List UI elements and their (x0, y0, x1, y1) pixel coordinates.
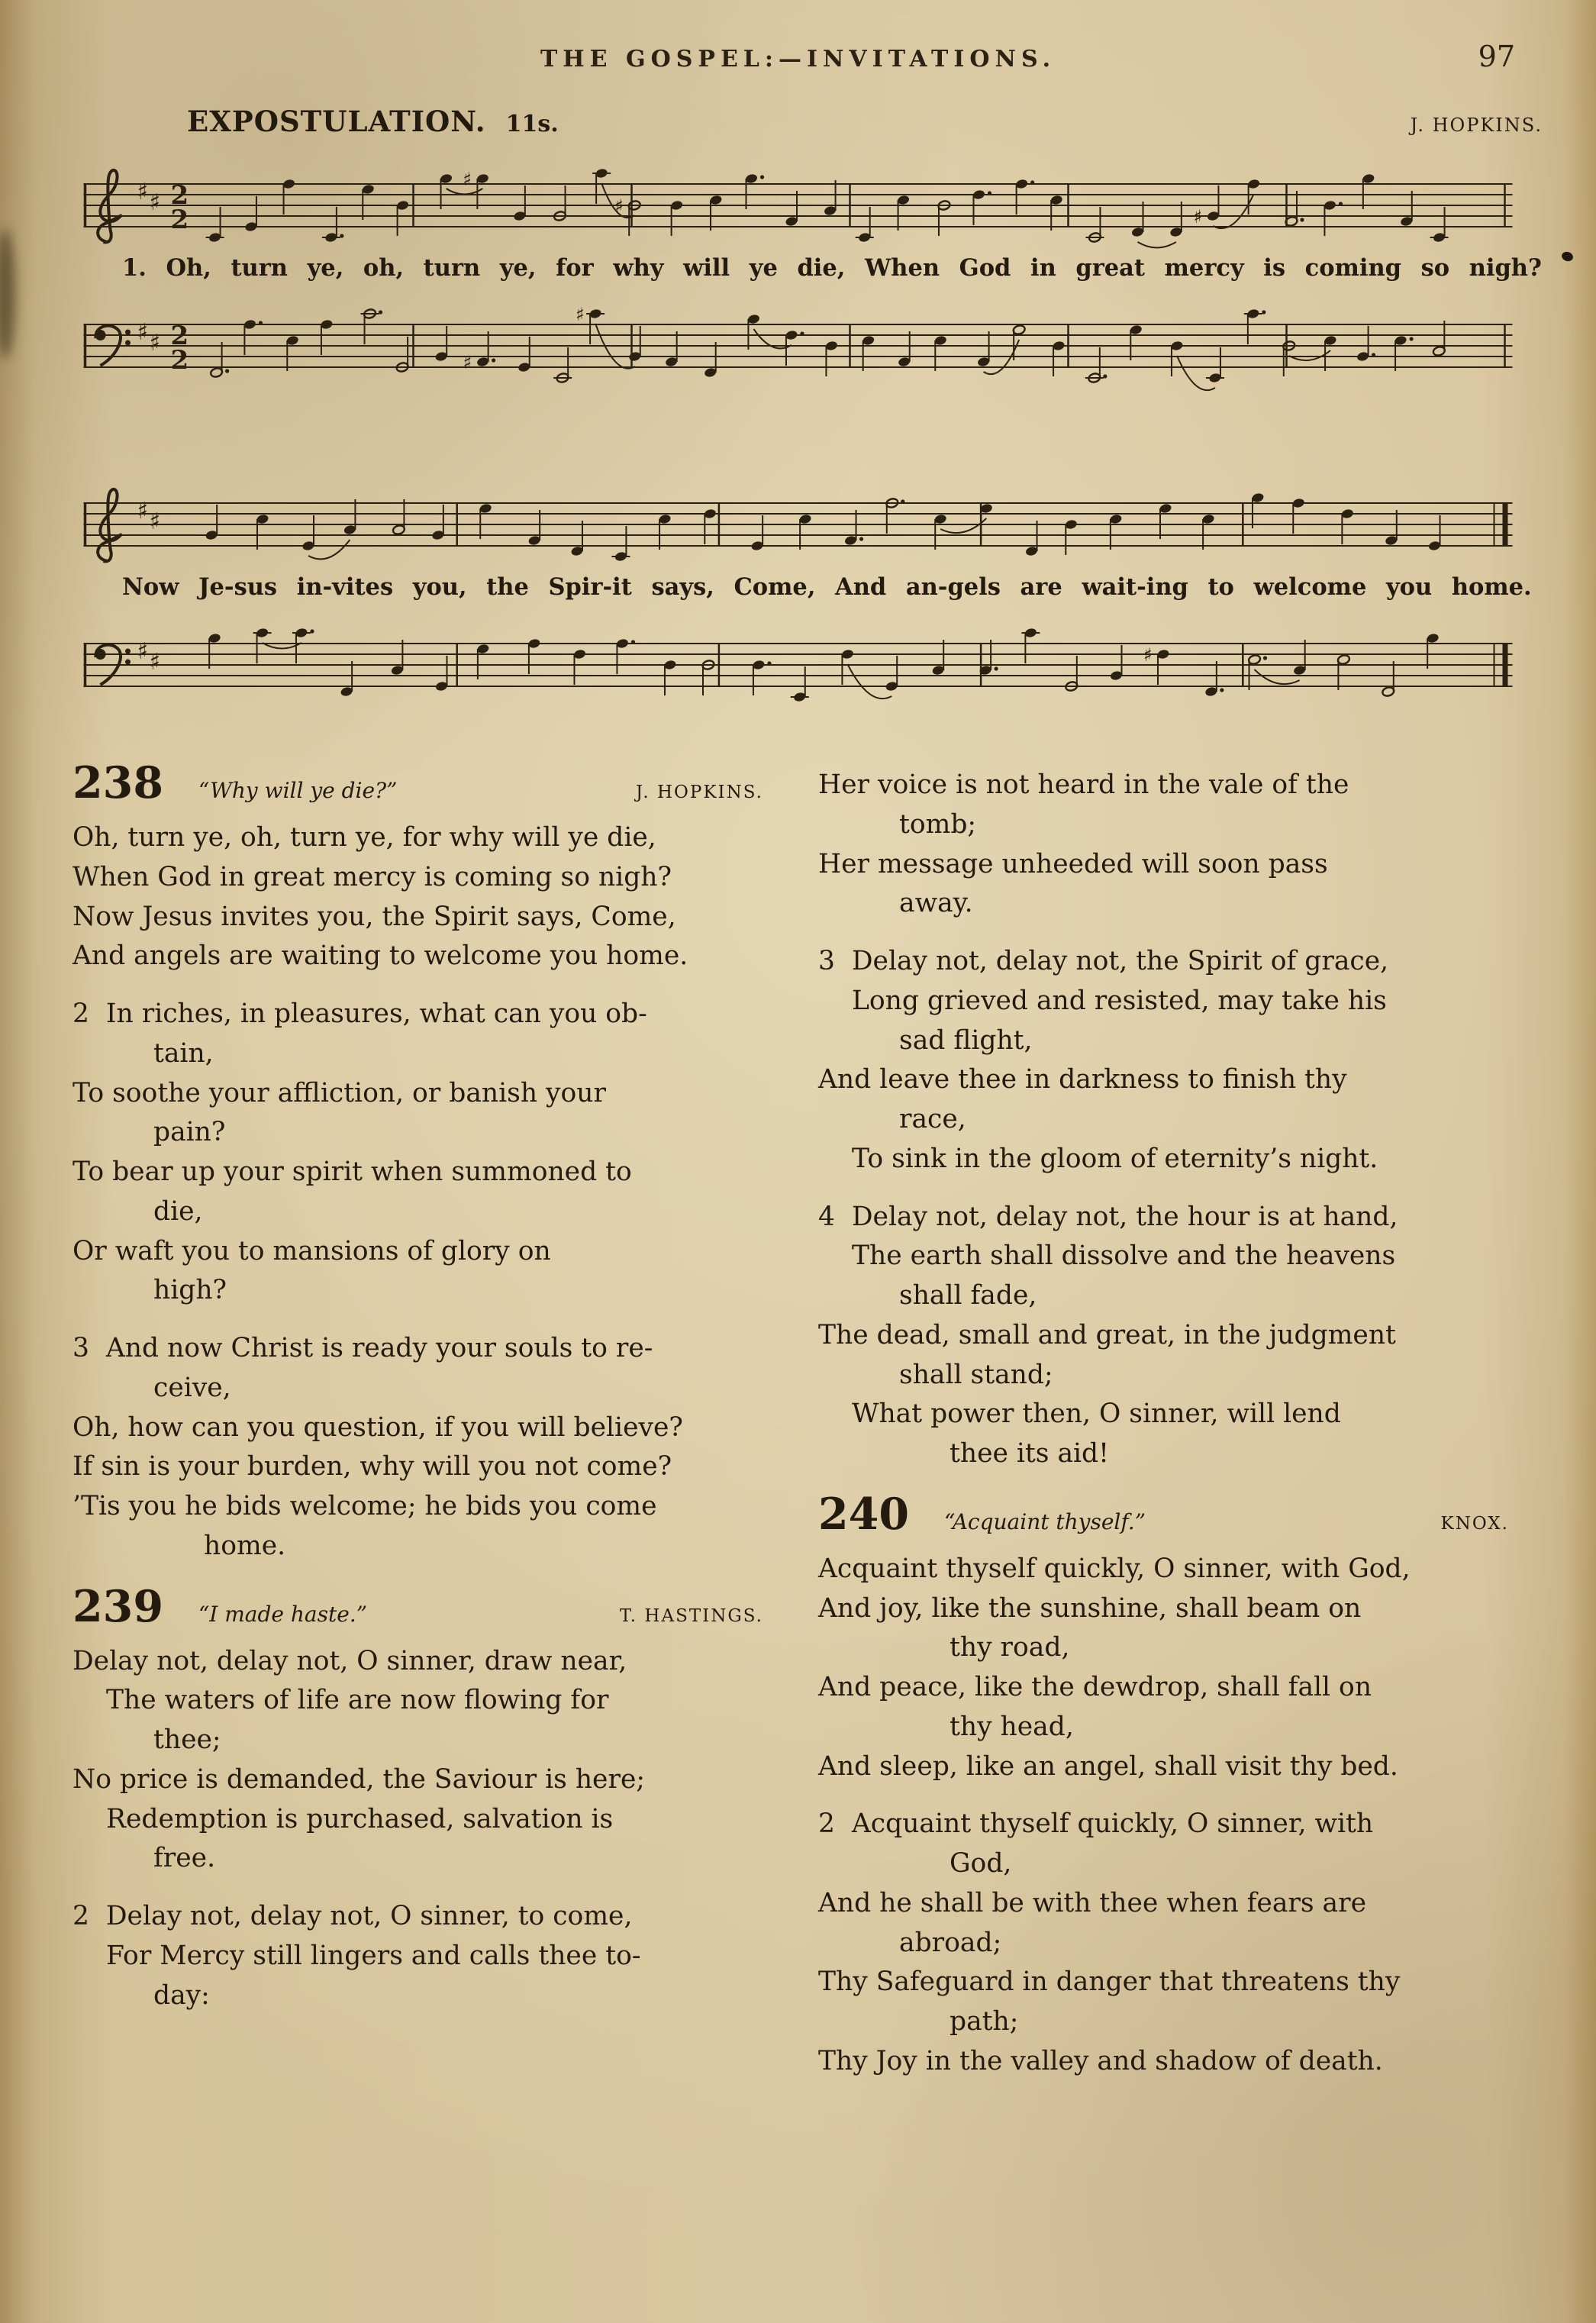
verse-line: And joy, like the sunshine, shall beam on (818, 1592, 1362, 1624)
verse-line: shall stand; (899, 1359, 1053, 1390)
bass-staff-2 (80, 601, 1516, 731)
verse-line: The dead, small and great, in the judgment (818, 1319, 1396, 1350)
hymn-header (73, 1580, 783, 1632)
hymn-text-columns (73, 757, 1529, 2100)
verse-line: God, (950, 1848, 1012, 1879)
verse-line: thy head, (950, 1711, 1074, 1742)
svg-text:2: 2 (170, 321, 189, 351)
hymn-title: “I made haste.” (198, 1601, 368, 1627)
svg-text:♯: ♯ (137, 638, 149, 665)
verse-line: 2 In riches, in pleasures, what can you ob- (73, 999, 647, 1029)
svg-text:2: 2 (170, 205, 189, 235)
verse-line: 3 And now Christ is ready your souls to re- (73, 1333, 653, 1363)
verse-line: For Mercy still lingers and calls thee to- (106, 1940, 641, 1971)
verse-line: If sin is your burden, why will you not come? (73, 1451, 672, 1483)
verse-line: Her voice is not heard in the vale of the (818, 769, 1349, 800)
hymn-verse (818, 1198, 1529, 1474)
hymn-number: 239 (73, 1580, 163, 1632)
hymn-verse (73, 1329, 783, 1566)
verse-line: path; (950, 2006, 1019, 2037)
verse-line: Now Jesus invites you, the Spirit says, Come, (73, 901, 676, 932)
verse-line: Delay not, delay not, O sinner, draw near, (73, 1645, 627, 1676)
verse-line: No price is demanded, the Saviour is here; (73, 1763, 645, 1795)
verse-line: And sleep, like an angel, shall visit thy bed. (818, 1750, 1398, 1782)
tune-title: EXPOSTULATION. (187, 105, 486, 138)
verse-line: shall fade, (899, 1280, 1037, 1311)
hymn-verse (818, 942, 1529, 1179)
ink-blemish (1561, 250, 1575, 263)
verse-line: 2 Acquaint thyself quickly, O sinner, with (818, 1808, 1374, 1840)
hymn-verse (73, 1897, 783, 2015)
svg-text:♯: ♯ (1143, 644, 1153, 666)
verse-line: thee its aid! (950, 1438, 1110, 1469)
hymn-verse (818, 1550, 1529, 1787)
scan-smudge (0, 229, 15, 359)
verse-line: free. (153, 1843, 216, 1874)
svg-text:♯: ♯ (463, 352, 472, 373)
verse-line: Her message unheeded will soon pass (818, 848, 1328, 879)
svg-text:♯: ♯ (576, 304, 585, 325)
hymn-header (73, 757, 783, 808)
verse-line: 3 Delay not, delay not, the Spirit of grace, (818, 946, 1389, 976)
hymn-column-right (818, 757, 1529, 2100)
verse-line: day: (153, 1979, 210, 2011)
verse-line: thee; (153, 1725, 221, 1755)
tune-meter: 11s. (505, 111, 559, 137)
svg-text:♯: ♯ (149, 330, 161, 357)
verse-line: sad flight, (899, 1024, 1033, 1056)
svg-text:♯: ♯ (149, 189, 161, 216)
treble-staff-2 (80, 460, 1516, 590)
hymn-verse (73, 995, 783, 1311)
svg-text:♯: ♯ (463, 169, 472, 190)
verse-line: And angels are waiting to welcome you home. (73, 940, 688, 972)
verse-line: What power then, O sinner, will lend (852, 1399, 1341, 1430)
verse-line: Redemption is purchased, salvation is (106, 1803, 614, 1834)
lyric-line-2: Now Je-sus in-vites you, the Spir-it says, Come, And an-gels are wait-ing to welcome you home. (122, 573, 1532, 601)
hymn-verse (73, 1642, 783, 1879)
hymn-column-left (73, 757, 783, 2100)
verse-line: Thy Safeguard in danger that threatens thy (818, 1966, 1401, 1998)
verse-line: 4 Delay not, delay not, the hour is at hand, (818, 1201, 1398, 1232)
verse-line: ’Tis you he bids welcome; he bids you come (73, 1491, 657, 1521)
verse-line: Or waft you to mansions of glory on (73, 1235, 551, 1266)
page-number: 97 (1478, 40, 1515, 73)
verse-line: abroad; (899, 1927, 1002, 1958)
verse-line: Acquaint thyself quickly, O sinner, with God, (818, 1553, 1411, 1584)
system-gap (80, 411, 1516, 460)
page-header (92, 0, 1515, 73)
verse-line: ceive, (153, 1372, 231, 1403)
verse-line: And he shall be with thee when fears are (818, 1887, 1367, 1918)
svg-text:2: 2 (170, 345, 189, 376)
running-head: THE GOSPEL:—INVITATIONS. (540, 46, 1056, 73)
hymn-verse (818, 1805, 1529, 2081)
verse-line: home. (204, 1530, 286, 1561)
hymn-attribution: KNOX. (1440, 1513, 1509, 1534)
verse-line: And peace, like the dewdrop, shall fall on (818, 1672, 1372, 1702)
svg-text:♯: ♯ (1193, 206, 1203, 227)
hymn-header (818, 1488, 1529, 1540)
treble-staff-1 (80, 141, 1516, 271)
verse-line: To bear up your spirit when summoned to (73, 1157, 632, 1187)
svg-text:♯: ♯ (137, 179, 149, 205)
svg-text:♯: ♯ (149, 649, 161, 676)
hymn-verse (73, 818, 783, 976)
hymn-verse (818, 766, 1529, 924)
verse-line: 2 Delay not, delay not, O sinner, to come, (73, 1901, 633, 1931)
svg-text:♯: ♯ (137, 319, 149, 346)
verse-line: And leave thee in darkness to finish thy (818, 1064, 1347, 1095)
verse-line: Long grieved and resisted, may take his (852, 985, 1387, 1016)
verse-line: Oh, how can you question, if you will believe? (73, 1412, 683, 1443)
verse-line: To sink in the gloom of eternity’s night. (852, 1143, 1378, 1174)
music-system-2 (80, 460, 1532, 731)
verse-line: tomb; (899, 808, 977, 840)
music-score (80, 141, 1542, 731)
verse-line: thy road, (950, 1632, 1070, 1663)
svg-text:♯: ♯ (137, 498, 149, 524)
composer-credit: J. HOPKINS. (1410, 115, 1543, 136)
verse-line: pain? (153, 1117, 226, 1148)
hymn-title: “Acquaint thyself.” (943, 1508, 1146, 1534)
verse-line: away. (899, 888, 973, 919)
verse-line: Oh, turn ye, oh, turn ye, for why will ye die, (73, 822, 656, 853)
verse-line: Thy Joy in the valley and shadow of death. (818, 2045, 1383, 2076)
bass-staff-1 (80, 282, 1516, 411)
music-title-row (187, 105, 1543, 138)
svg-text:♯: ♯ (614, 195, 624, 217)
lyric-line-1: 1. Oh, turn ye, oh, turn ye, for why will ye die, When God in great mercy is coming so nigh? (122, 254, 1542, 282)
verse-line: high? (153, 1275, 227, 1306)
verse-line: The earth shall dissolve and the heavens (852, 1241, 1396, 1272)
verse-line: die, (153, 1195, 203, 1227)
hymn-number: 240 (818, 1488, 909, 1540)
verse-line: To soothe your affliction, or banish your (73, 1077, 607, 1108)
svg-text:♯: ♯ (149, 508, 161, 535)
verse-line: race, (899, 1104, 966, 1134)
hymn-title: “Why will ye die?” (198, 778, 398, 803)
svg-text:2: 2 (170, 180, 189, 211)
hymn-attribution: J. HOPKINS. (635, 782, 763, 802)
verse-line: tain, (153, 1037, 214, 1069)
hymn-attribution: T. HASTINGS. (619, 1605, 763, 1626)
music-system-1 (80, 141, 1542, 411)
hymn-number: 238 (73, 757, 163, 808)
verse-line: The waters of life are now flowing for (106, 1685, 609, 1716)
verse-line: When God in great mercy is coming so nigh? (73, 861, 672, 892)
